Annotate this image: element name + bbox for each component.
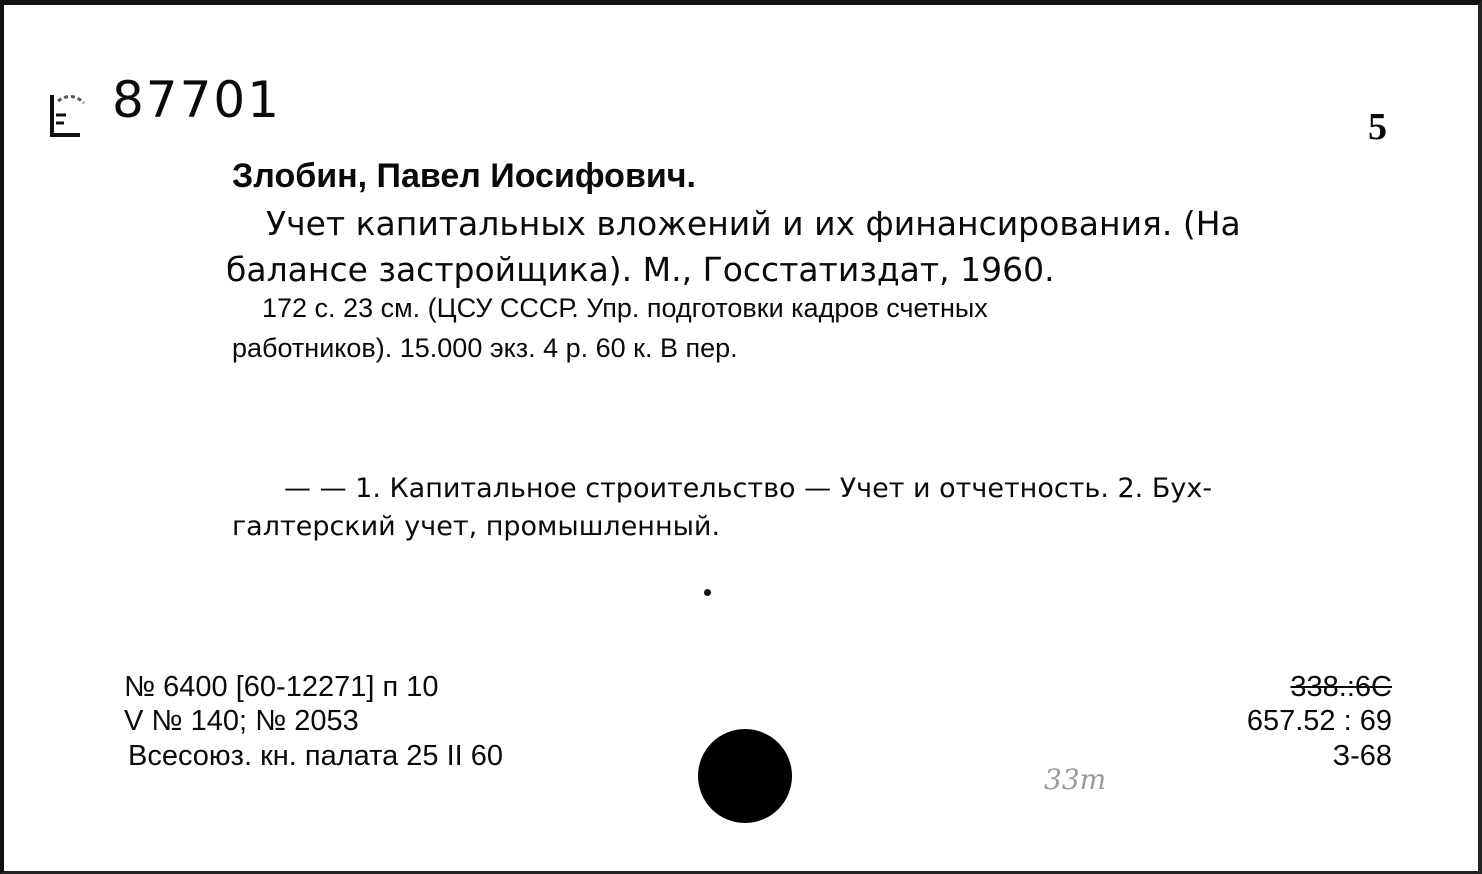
call-number: 87701 bbox=[112, 71, 282, 129]
title-line-2: балансе застройщика). М., Госстатиздат, 1960. bbox=[226, 250, 1055, 289]
card-punch-hole bbox=[698, 729, 792, 823]
footer-edition-numbers: V № 140; № 2053 bbox=[124, 705, 359, 737]
pencil-annotation: 33т bbox=[1044, 763, 1107, 796]
physical-description-line-2: работников). 15.000 экз. 4 р. 60 к. В пер. bbox=[232, 333, 738, 363]
footer-record-number: № 6400 [60-12271] п 10 bbox=[124, 671, 439, 703]
author-mark: З-68 bbox=[1332, 740, 1392, 772]
title-line-1: Учет капитальных вложений и их финансирования. (На bbox=[266, 204, 1241, 243]
physical-description-line-1: 172 с. 23 см. (ЦСУ СССР. Упр. подготовки кадров счетных bbox=[262, 293, 988, 323]
author-heading: Злобин, Павел Иосифович. bbox=[232, 157, 696, 195]
subject-headings-line-1: — — 1. Капитальное строительство — Учет и отчетность. 2. Бух- bbox=[284, 473, 1213, 504]
ink-dot bbox=[704, 589, 711, 596]
library-stamp-icon bbox=[44, 89, 90, 143]
subject-headings-line-2: галтерский учет, промышленный. bbox=[232, 511, 721, 542]
classification-code-2: 657.52 : 69 bbox=[1246, 705, 1392, 737]
card-index-number: 5 bbox=[1368, 106, 1387, 148]
classification-code-1: 338.:6С bbox=[1290, 671, 1392, 703]
footer-chamber-date: Всесоюз. кн. палата 25 II 60 bbox=[128, 740, 504, 772]
